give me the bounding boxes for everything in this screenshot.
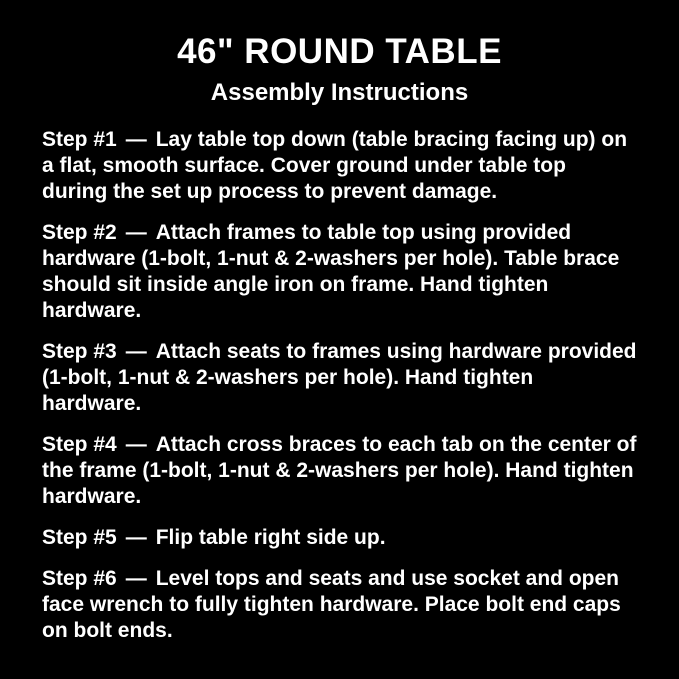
step-label: Step #6 [42,566,117,590]
step-label: Step #1 [42,127,117,151]
em-dash: — [125,339,147,363]
step-item [42,127,637,205]
step-text: Attach cross braces to each tab on the center of the frame (1-bolt, 1-nut & 2-washers per hole). Hand tighten hardware. [42,432,637,508]
step-item [42,339,637,417]
step-label: Step #3 [42,339,117,363]
step-item [42,432,637,510]
step-item [42,220,637,324]
em-dash: — [125,566,147,590]
step-item [42,566,637,644]
steps-list [0,127,679,644]
step-label: Step #4 [42,432,117,456]
step-text: Attach seats to frames using hardware provided (1-bolt, 1-nut & 2-washers per hole). Hand tighten hardware. [42,339,637,415]
step-text: Lay table top down (table bracing facing up) on a flat, smooth surface. Cover ground under table top during the set up process to prevent damage. [42,127,628,203]
step-text: Attach frames to table top using provided hardware (1-bolt, 1-nut & 2-washers per hole). Table brace should sit inside angle iron on frame. Hand tighten hardware. [42,220,620,322]
step-text: Flip table right side up. [155,525,386,549]
em-dash: — [125,220,147,244]
page-subtitle: Assembly Instructions [210,78,469,106]
step-label: Step #2 [42,220,117,244]
step-item [42,525,637,551]
em-dash: — [125,525,147,549]
em-dash: — [125,127,147,151]
page-title: 46" ROUND TABLE [177,32,502,71]
em-dash: — [125,432,147,456]
step-text: Level tops and seats and use socket and open face wrench to fully tighten hardware. Place bolt end caps on bolt ends. [42,566,621,642]
step-label: Step #5 [42,525,117,549]
